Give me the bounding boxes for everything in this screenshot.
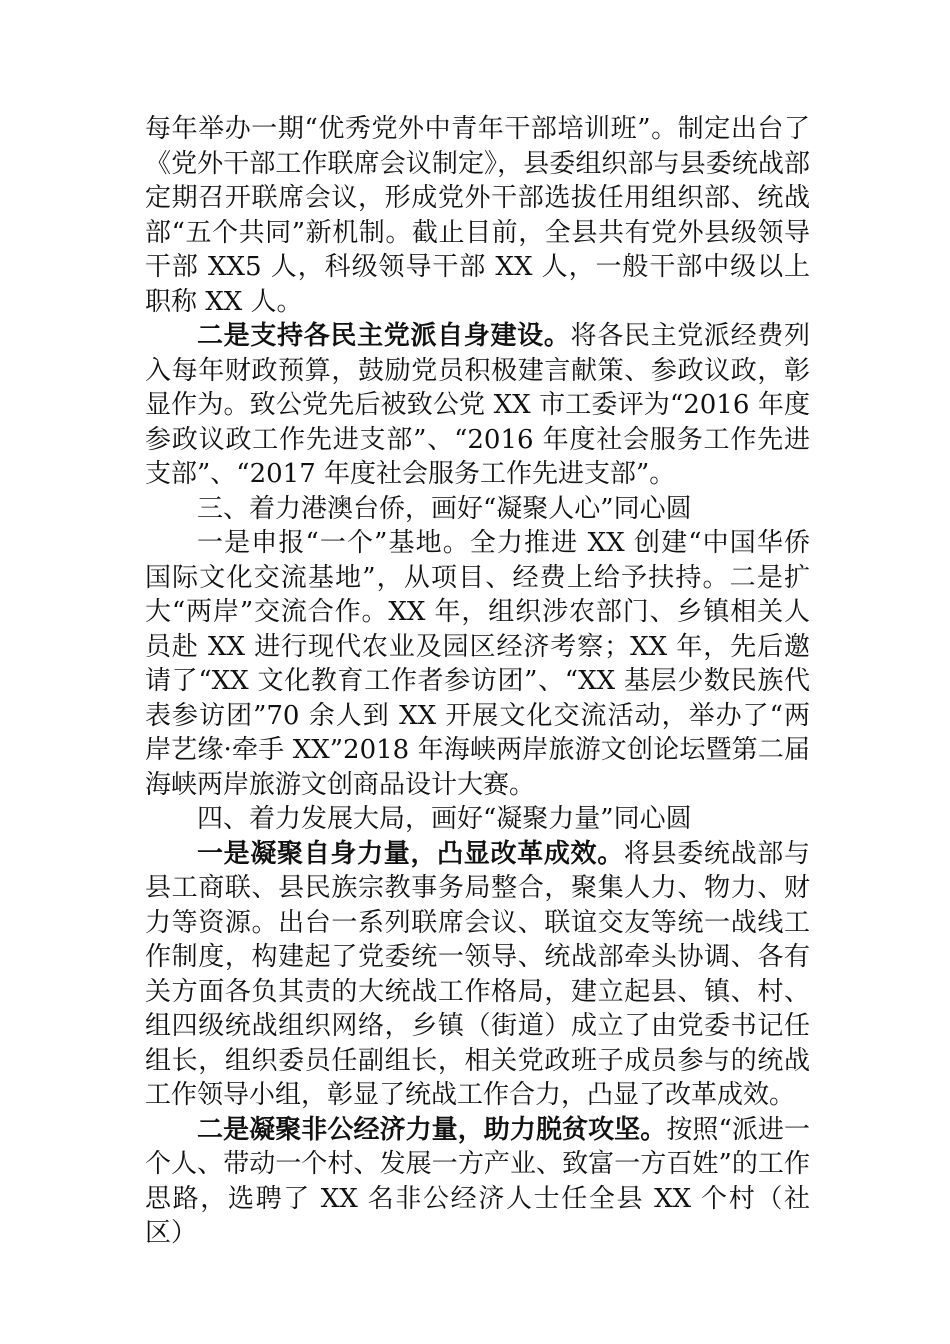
paragraph-body: 每年举办一期“优秀党外中青年干部培训班”。制定出台了《党外干部工作联席会议制定》，县委组织部与县委统战部定期召开联席会议，形成党外干部选拔任用组织部、统战部“五个共同”新机制。截止目前，全县共有党外县级领导干部 XX5 人，科级领导干部 XX 人，一般干部中级以上职称 XX 人。 [145,114,810,317]
paragraph-democratic-parties [145,319,810,492]
paragraph-poverty-alleviation [145,1113,810,1251]
paragraph-body: 一是申报“一个”基地。全力推进 XX 创建“中国华侨国际文化交流基地”，从项目、经费上给予扶持。二是扩大“两岸”交流合作。XX 年，组织涉农部门、乡镇相关人员赴 XX 进行现代农业及园区经济考察；XX 年，先后邀请了“XX 文化教育工作者参访团”、“XX 基层少数民族代表参访团”70 余人到 XX 开展文化交流活动，举办了“两岸艺缘·牵手 XX”2018 年海峡两岸旅游文创论坛暨第二届海峡两岸旅游文创商品设计大赛。 [145,528,810,800]
section-heading-three: 三、着力港澳台侨，画好“凝聚人心”同心圆 [197,493,692,524]
paragraph-body: 将各民主党派经费列入每年财政预算，鼓励党员积极建言献策、参政议政，彰显作为。致公党先后被致公党 XX 市工委评为“2016 年度参政议政工作先进支部”、“2016 年度社会服务工作先进支部”、“2017 年度社会服务工作先进支部”。 [145,321,810,489]
document-body [145,112,810,1251]
paragraph-reform-results [145,837,810,1113]
paragraph-lead: 二是支持各民主党派自身建设。 [197,321,571,351]
paragraph-body: 将县委统战部与县工商联、县民族宗教事务局整合，聚集人力、物力、财力等资源。出台一系列联席会议、联谊交友等统一战线工作制度，构建起了党委统一领导、统战部牵头协调、各有关方面各负其责的大统战工作格局，建立起县、镇、村、组四级统战组织网络，乡镇（街道）成立了由党委书记任组长，组织委员任副组长，相关党政班子成员参与的统战工作领导小组，彰显了统战工作合力，凸显了改革成效。 [145,838,810,1110]
section-heading-four: 四、着力发展大局，画好“凝聚力量”同心圆 [197,804,692,834]
paragraph-lead: 一是凝聚自身力量，凸显改革成效。 [197,838,624,869]
paragraph-body: 按照“派进一个人、带动一个村、发展一方产业、致富一方百姓”的工作思路，选聘了 XX 名非公经济人士任全县 XX 个村（社区） [145,1114,810,1248]
paragraph-lead: 二是凝聚非公经济力量，助力脱贫攻坚。 [197,1114,667,1145]
paragraph-cadre-training [145,112,810,319]
paragraph-overseas-exchange [145,526,810,802]
